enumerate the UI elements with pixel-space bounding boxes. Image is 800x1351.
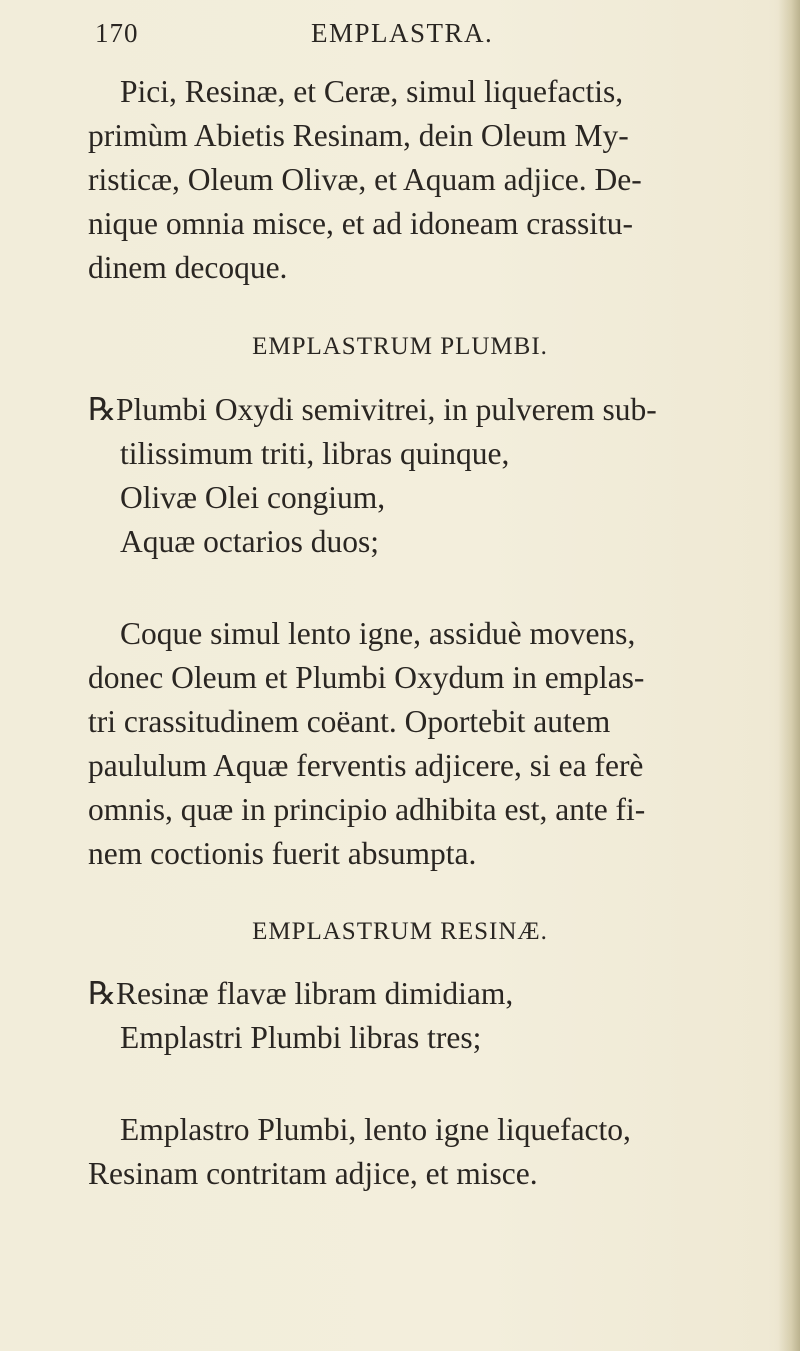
intro-paragraph xyxy=(88,70,748,290)
recipe-text: Plumbi Oxydi semivitrei, in pulverem sub- xyxy=(116,392,657,427)
text-line: omnis, quæ in principio adhibita est, ante fi- xyxy=(88,792,646,827)
text-line: Resinam contritam adjice, et misce. xyxy=(88,1156,538,1191)
section-heading-resinae: EMPLASTRUM RESINÆ. xyxy=(252,918,548,945)
recipe-symbol: ℞ xyxy=(88,976,117,1011)
page-number: 170 xyxy=(95,18,139,48)
page-edge-shadow xyxy=(778,0,800,1351)
text-line: tri crassitudinem coëant. Oportebit autem xyxy=(88,704,611,739)
text-line: nem coctionis fuerit absumpta. xyxy=(88,836,477,871)
text-line: nique omnia misce, et ad idoneam crassitu- xyxy=(88,206,633,241)
method-paragraph-plumbi xyxy=(88,612,748,876)
text-line: risticæ, Oleum Olivæ, et Aquam adjice. De- xyxy=(88,162,642,197)
page-header xyxy=(95,18,755,58)
recipe-symbol: ℞ xyxy=(88,392,117,427)
text-line: dinem decoque. xyxy=(88,250,288,285)
recipe-line xyxy=(88,388,758,432)
recipe-resinae xyxy=(88,972,758,1060)
recipe-line: tilissimum triti, libras quinque, xyxy=(120,436,510,471)
running-head: EMPLASTRA. xyxy=(311,18,494,48)
section-heading-plumbi: EMPLASTRUM PLUMBI. xyxy=(252,333,548,360)
text-line: donec Oleum et Plumbi Oxydum in emplas- xyxy=(88,660,645,695)
recipe-text: Resinæ flavæ libram dimidiam, xyxy=(116,976,514,1011)
recipe-line xyxy=(88,972,758,1016)
text-line: primùm Abietis Resinam, dein Oleum My- xyxy=(88,118,629,153)
recipe-plumbi xyxy=(88,388,758,564)
text-line: Emplastro Plumbi, lento igne liquefacto, xyxy=(120,1112,631,1147)
recipe-line: Olivæ Olei congium, xyxy=(120,480,386,515)
text-line: Coque simul lento igne, assiduè movens, xyxy=(120,616,636,651)
text-line: paululum Aquæ ferventis adjicere, si ea ferè xyxy=(88,748,644,783)
recipe-line: Emplastri Plumbi libras tres; xyxy=(120,1020,482,1055)
recipe-line: Aquæ octarios duos; xyxy=(120,524,379,559)
text-line: Pici, Resinæ, et Ceræ, simul liquefactis, xyxy=(120,74,624,109)
method-paragraph-resinae xyxy=(88,1108,748,1196)
